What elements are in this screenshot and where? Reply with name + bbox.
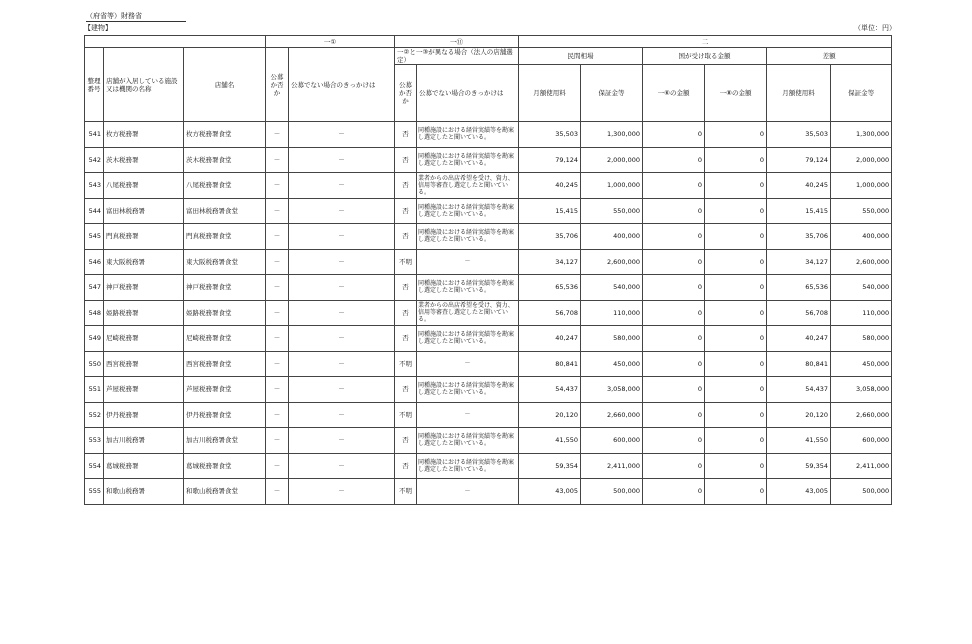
cell-diff-deposit: 2,660,000 <box>831 402 892 428</box>
cell-facility: 富田林税務署 <box>104 198 184 224</box>
cell-facility: 葛城税務署 <box>104 453 184 479</box>
cell-facility: 西宮税務署 <box>104 351 184 377</box>
cell-shop: 富田林税務署食堂 <box>184 198 266 224</box>
cell-shop: 芦屋税務署食堂 <box>184 377 266 403</box>
cell-facility: 和歌山税務署 <box>104 479 184 505</box>
cell-facility: 神戸税務署 <box>104 275 184 301</box>
cell-shop: 葛城税務署食堂 <box>184 453 266 479</box>
table-row <box>85 479 892 505</box>
cell-shop: 神戸税務署食堂 <box>184 275 266 301</box>
cell-state-rent: 0 <box>643 377 705 403</box>
cell-public-1: － <box>266 147 289 173</box>
cell-state-rent: 0 <box>643 224 705 250</box>
cell-deposit: 580,000 <box>581 326 643 352</box>
cell-no: 549 <box>85 326 104 352</box>
col-public-1: 公募か否か <box>266 48 289 122</box>
cell-reason-1: － <box>289 122 395 148</box>
cell-reason-2: 業者からの出店希望を受け、資力、信用等審査し選定したと聞いている。 <box>417 300 519 326</box>
cell-public-2: 否 <box>395 377 417 403</box>
cell-reason-2: 同種施設における経営実績等を勘案し選定したと聞いている。 <box>417 147 519 173</box>
cell-public-1: － <box>266 351 289 377</box>
unit-label: （単位：円） <box>854 24 896 32</box>
cell-public-1: － <box>266 377 289 403</box>
col-group-2: 一⑪ <box>395 36 519 48</box>
cell-deposit: 2,411,000 <box>581 453 643 479</box>
cell-diff-deposit: 500,000 <box>831 479 892 505</box>
cell-no: 542 <box>85 147 104 173</box>
cell-state-deposit: 0 <box>705 402 767 428</box>
cell-deposit: 550,000 <box>581 198 643 224</box>
cell-reason-1: － <box>289 147 395 173</box>
cell-state-rent: 0 <box>643 326 705 352</box>
cell-diff-rent: 65,536 <box>767 275 831 301</box>
col-group-3: 二 <box>519 36 892 48</box>
table-row <box>85 402 892 428</box>
col-diff-rent: 月額使用料 <box>767 65 831 122</box>
cell-shop: 東大阪税務署食堂 <box>184 249 266 275</box>
cell-rent: 15,415 <box>519 198 581 224</box>
col-shop: 店舗名 <box>184 48 266 122</box>
cell-state-deposit: 0 <box>705 173 767 199</box>
cell-diff-deposit: 1,300,000 <box>831 122 892 148</box>
cell-shop: 八尾税務署食堂 <box>184 173 266 199</box>
cell-rent: 65,536 <box>519 275 581 301</box>
cell-deposit: 450,000 <box>581 351 643 377</box>
cell-reason-2: 同種施設における経営実績等を勘案し選定したと聞いている。 <box>417 224 519 250</box>
cell-diff-deposit: 600,000 <box>831 428 892 454</box>
cell-diff-deposit: 550,000 <box>831 198 892 224</box>
cell-reason-1: － <box>289 224 395 250</box>
cell-reason-1: － <box>289 377 395 403</box>
table-row <box>85 173 892 199</box>
cell-diff-rent: 59,354 <box>767 453 831 479</box>
cell-diff-rent: 43,005 <box>767 479 831 505</box>
cell-diff-rent: 40,245 <box>767 173 831 199</box>
cell-public-2: 否 <box>395 275 417 301</box>
cell-diff-deposit: 400,000 <box>831 224 892 250</box>
cell-public-1: － <box>266 326 289 352</box>
cell-state-deposit: 0 <box>705 122 767 148</box>
cell-diff-deposit: 110,000 <box>831 300 892 326</box>
table-row <box>85 122 892 148</box>
cell-shop: 西宮税務署食堂 <box>184 351 266 377</box>
cell-diff-rent: 15,415 <box>767 198 831 224</box>
table-row <box>85 453 892 479</box>
cell-state-deposit: 0 <box>705 453 767 479</box>
header-blank <box>85 36 266 48</box>
cell-no: 546 <box>85 249 104 275</box>
cell-no: 552 <box>85 402 104 428</box>
cell-reason-2: 同種施設における経営実績等を勘案し選定したと聞いている。 <box>417 453 519 479</box>
cell-state-deposit: 0 <box>705 428 767 454</box>
cell-reason-2: 同種施設における経営実績等を勘案し選定したと聞いている。 <box>417 122 519 148</box>
col-difference: 差額 <box>767 48 892 65</box>
cell-rent: 43,005 <box>519 479 581 505</box>
cell-diff-deposit: 2,411,000 <box>831 453 892 479</box>
cell-public-1: － <box>266 402 289 428</box>
cell-rent: 34,127 <box>519 249 581 275</box>
cell-deposit: 2,660,000 <box>581 402 643 428</box>
col-private-market: 民間相場 <box>519 48 643 65</box>
cell-reason-2: － <box>417 402 519 428</box>
cell-deposit: 500,000 <box>581 479 643 505</box>
cell-rent: 40,245 <box>519 173 581 199</box>
cell-rent: 20,120 <box>519 402 581 428</box>
cell-no: 548 <box>85 300 104 326</box>
col-group-1: 一① <box>266 36 395 48</box>
cell-state-rent: 0 <box>643 198 705 224</box>
col-reason-2: 公募でない場合のきっかけは <box>417 65 519 122</box>
cell-diff-rent: 80,841 <box>767 351 831 377</box>
col-state-deposit: 一⑧の金額 <box>705 65 767 122</box>
table-row <box>85 377 892 403</box>
cell-reason-1: － <box>289 173 395 199</box>
col-facility: 店舗が入居している施設又は機関の名称 <box>104 48 184 122</box>
cell-shop: 和歌山税務署食堂 <box>184 479 266 505</box>
cell-no: 551 <box>85 377 104 403</box>
cell-public-1: － <box>266 453 289 479</box>
cell-no: 553 <box>85 428 104 454</box>
cell-state-rent: 0 <box>643 122 705 148</box>
cell-diff-rent: 79,124 <box>767 147 831 173</box>
cell-no: 544 <box>85 198 104 224</box>
cell-public-2: 不明 <box>395 249 417 275</box>
cell-reason-1: － <box>289 428 395 454</box>
table-row <box>85 351 892 377</box>
cell-rent: 54,437 <box>519 377 581 403</box>
cell-facility: 尼崎税務署 <box>104 326 184 352</box>
cell-public-1: － <box>266 224 289 250</box>
table-row <box>85 224 892 250</box>
cell-public-2: 否 <box>395 147 417 173</box>
cell-state-rent: 0 <box>643 147 705 173</box>
cell-diff-deposit: 2,600,000 <box>831 249 892 275</box>
cell-state-deposit: 0 <box>705 479 767 505</box>
cell-reason-1: － <box>289 402 395 428</box>
table-row <box>85 147 892 173</box>
cell-state-deposit: 0 <box>705 351 767 377</box>
cell-state-deposit: 0 <box>705 249 767 275</box>
cell-facility: 八尾税務署 <box>104 173 184 199</box>
cell-state-rent: 0 <box>643 479 705 505</box>
cell-public-1: － <box>266 275 289 301</box>
cell-rent: 80,841 <box>519 351 581 377</box>
cell-state-rent: 0 <box>643 275 705 301</box>
category-label: 【建物】 <box>84 24 112 32</box>
cell-state-rent: 0 <box>643 173 705 199</box>
cell-reason-2: 同種施設における経営実績等を勘案し選定したと聞いている。 <box>417 198 519 224</box>
cell-deposit: 600,000 <box>581 428 643 454</box>
cell-facility: 芦屋税務署 <box>104 377 184 403</box>
cell-reason-2: － <box>417 479 519 505</box>
cell-deposit: 1,300,000 <box>581 122 643 148</box>
cell-diff-deposit: 3,058,000 <box>831 377 892 403</box>
cell-facility: 茨木税務署 <box>104 147 184 173</box>
table-row <box>85 300 892 326</box>
cell-public-2: 否 <box>395 173 417 199</box>
table-row <box>85 428 892 454</box>
cell-diff-deposit: 580,000 <box>831 326 892 352</box>
cell-shop: 姫路税務署食堂 <box>184 300 266 326</box>
cell-rent: 56,708 <box>519 300 581 326</box>
cell-no: 547 <box>85 275 104 301</box>
cell-reason-2: 同種施設における経営実績等を勘案し選定したと聞いている。 <box>417 428 519 454</box>
cell-reason-1: － <box>289 275 395 301</box>
cell-public-1: － <box>266 173 289 199</box>
cell-diff-rent: 40,247 <box>767 326 831 352</box>
cell-reason-1: － <box>289 249 395 275</box>
data-table <box>84 35 892 505</box>
cell-deposit: 540,000 <box>581 275 643 301</box>
cell-reason-1: － <box>289 479 395 505</box>
cell-state-deposit: 0 <box>705 326 767 352</box>
cell-reason-1: － <box>289 198 395 224</box>
cell-shop: 門真税務署食堂 <box>184 224 266 250</box>
cell-diff-deposit: 450,000 <box>831 351 892 377</box>
col-reason-1: 公募でない場合のきっかけは <box>289 48 395 122</box>
cell-reason-1: － <box>289 453 395 479</box>
cell-state-rent: 0 <box>643 249 705 275</box>
col-rent: 月額使用料 <box>519 65 581 122</box>
cell-state-rent: 0 <box>643 300 705 326</box>
cell-diff-deposit: 1,000,000 <box>831 173 892 199</box>
cell-rent: 41,550 <box>519 428 581 454</box>
cell-no: 555 <box>85 479 104 505</box>
cell-shop: 茨木税務署食堂 <box>184 147 266 173</box>
cell-public-2: 不明 <box>395 479 417 505</box>
cell-state-deposit: 0 <box>705 275 767 301</box>
col-diff-case: 一②と一③が異なる場合（法人の店舗選定） <box>395 48 519 65</box>
cell-diff-deposit: 540,000 <box>831 275 892 301</box>
cell-facility: 東大阪税務署 <box>104 249 184 275</box>
cell-state-rent: 0 <box>643 428 705 454</box>
cell-diff-rent: 20,120 <box>767 402 831 428</box>
table-row <box>85 326 892 352</box>
cell-reason-2: － <box>417 351 519 377</box>
cell-deposit: 2,000,000 <box>581 147 643 173</box>
cell-public-2: 否 <box>395 224 417 250</box>
cell-diff-rent: 54,437 <box>767 377 831 403</box>
cell-public-1: － <box>266 198 289 224</box>
cell-facility: 加古川税務署 <box>104 428 184 454</box>
cell-rent: 40,247 <box>519 326 581 352</box>
col-state-rent: 一⑥の金額 <box>643 65 705 122</box>
cell-public-1: － <box>266 300 289 326</box>
cell-state-deposit: 0 <box>705 198 767 224</box>
table-row <box>85 275 892 301</box>
cell-no: 550 <box>85 351 104 377</box>
cell-state-deposit: 0 <box>705 377 767 403</box>
cell-state-deposit: 0 <box>705 147 767 173</box>
cell-deposit: 110,000 <box>581 300 643 326</box>
cell-deposit: 3,058,000 <box>581 377 643 403</box>
col-public-2: 公募か否か <box>395 65 417 122</box>
cell-facility: 姫路税務署 <box>104 300 184 326</box>
cell-diff-rent: 35,706 <box>767 224 831 250</box>
cell-reason-1: － <box>289 300 395 326</box>
cell-state-rent: 0 <box>643 351 705 377</box>
cell-rent: 35,503 <box>519 122 581 148</box>
cell-state-rent: 0 <box>643 402 705 428</box>
cell-deposit: 2,600,000 <box>581 249 643 275</box>
cell-diff-rent: 56,708 <box>767 300 831 326</box>
cell-public-1: － <box>266 479 289 505</box>
cell-facility: 伊丹税務署 <box>104 402 184 428</box>
cell-no: 545 <box>85 224 104 250</box>
cell-public-2: 否 <box>395 122 417 148</box>
cell-reason-2: 同種施設における経営実績等を勘案し選定したと聞いている。 <box>417 377 519 403</box>
cell-shop: 加古川税務署食堂 <box>184 428 266 454</box>
table-row <box>85 198 892 224</box>
cell-reason-2: 業者からの出店希望を受け、資力、信用等審査し選定したと聞いている。 <box>417 173 519 199</box>
cell-public-2: 否 <box>395 198 417 224</box>
col-state-amount: 国が受け取る金額 <box>643 48 767 65</box>
cell-public-2: 否 <box>395 428 417 454</box>
cell-reason-2: 同種施設における経営実績等を勘案し選定したと聞いている。 <box>417 275 519 301</box>
cell-no: 541 <box>85 122 104 148</box>
cell-public-1: － <box>266 249 289 275</box>
cell-facility: 枚方税務署 <box>104 122 184 148</box>
cell-deposit: 400,000 <box>581 224 643 250</box>
cell-reason-2: － <box>417 249 519 275</box>
cell-public-1: － <box>266 428 289 454</box>
cell-no: 554 <box>85 453 104 479</box>
cell-state-deposit: 0 <box>705 300 767 326</box>
cell-state-rent: 0 <box>643 453 705 479</box>
cell-rent: 35,706 <box>519 224 581 250</box>
col-diff-deposit: 保証金等 <box>831 65 892 122</box>
cell-deposit: 1,000,000 <box>581 173 643 199</box>
table-row <box>85 249 892 275</box>
cell-rent: 59,354 <box>519 453 581 479</box>
col-no: 整理番号 <box>85 48 104 122</box>
cell-reason-1: － <box>289 326 395 352</box>
col-deposit: 保証金等 <box>581 65 643 122</box>
cell-reason-1: － <box>289 351 395 377</box>
cell-state-deposit: 0 <box>705 224 767 250</box>
cell-public-1: － <box>266 122 289 148</box>
ministry-label: （府省等）財務省 <box>86 12 186 22</box>
cell-public-2: 不明 <box>395 402 417 428</box>
cell-public-2: 不明 <box>395 351 417 377</box>
cell-diff-rent: 41,550 <box>767 428 831 454</box>
cell-public-2: 否 <box>395 326 417 352</box>
cell-shop: 伊丹税務署食堂 <box>184 402 266 428</box>
cell-public-2: 否 <box>395 300 417 326</box>
cell-reason-2: 同種施設における経営実績等を勘案し選定したと聞いている。 <box>417 326 519 352</box>
cell-rent: 79,124 <box>519 147 581 173</box>
cell-facility: 門真税務署 <box>104 224 184 250</box>
cell-diff-rent: 35,503 <box>767 122 831 148</box>
cell-diff-rent: 34,127 <box>767 249 831 275</box>
cell-shop: 尼崎税務署食堂 <box>184 326 266 352</box>
cell-diff-deposit: 2,000,000 <box>831 147 892 173</box>
cell-no: 543 <box>85 173 104 199</box>
cell-shop: 枚方税務署食堂 <box>184 122 266 148</box>
cell-public-2: 否 <box>395 453 417 479</box>
